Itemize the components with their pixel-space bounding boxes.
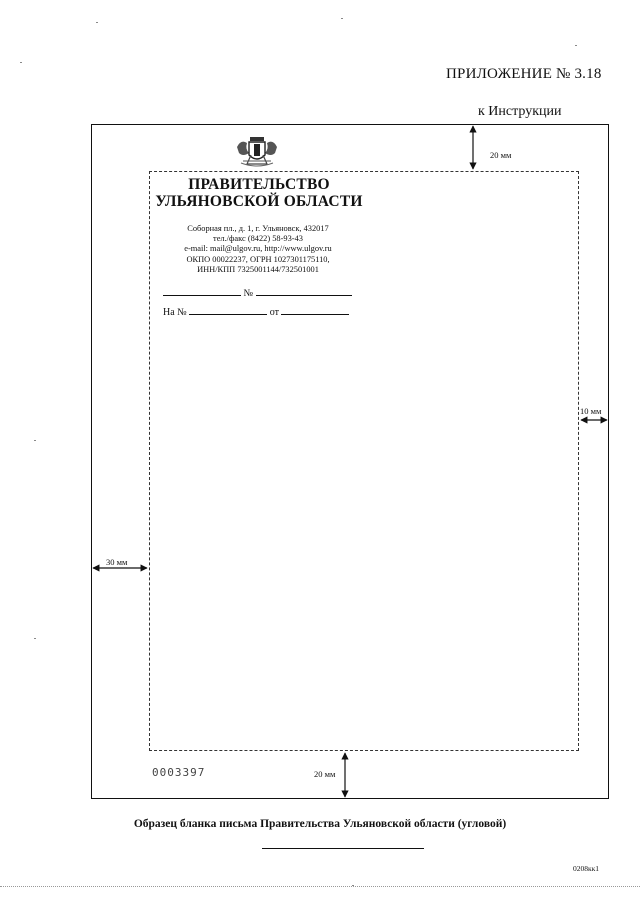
bottom-margin-label: 20 мм: [314, 769, 336, 779]
scan-speck: [96, 22, 98, 23]
left-margin-label: 30 мм: [106, 557, 128, 567]
inn-line: ИНН/КПП 7325001144/732501001: [197, 264, 319, 274]
figure-caption: Образец бланка письма Правительства Ульяновской области (угловой): [133, 818, 507, 830]
caption-underline: [262, 848, 424, 849]
reference-prefix: На №: [163, 307, 187, 318]
scan-speck: [20, 62, 22, 63]
web-line: e-mail: mail@ulgov.ru, http://www.ulgov.ru: [184, 244, 332, 254]
top-margin-label: 20 мм: [490, 150, 512, 160]
instruction-reference: к Инструкции: [478, 104, 562, 119]
scan-speck: [34, 638, 36, 639]
phone-line: тел./факс (8422) 58-93-43: [213, 234, 303, 244]
right-margin-label: 10 мм: [580, 406, 602, 416]
number-sign: №: [243, 288, 254, 299]
scan-speck: [352, 885, 354, 886]
reference-from: от: [269, 307, 279, 318]
scan-speck: [34, 440, 36, 441]
scan-speck: [575, 45, 577, 46]
document-code: 0208кк1: [573, 864, 600, 873]
bottom-edge-dots: [0, 886, 640, 887]
organization-name-line2: УЛЬЯНОВСКОЙ ОБЛАСТИ: [155, 193, 363, 210]
organization-name-line1: ПРАВИТЕЛЬСТВО: [188, 176, 330, 193]
okpo-line: ОКПО 00022237, ОГРН 1027301175110,: [186, 254, 330, 264]
appendix-title: ПРИЛОЖЕНИЕ № 3.18: [446, 66, 602, 82]
scan-speck: [341, 18, 343, 19]
serial-number: 0003397: [152, 766, 206, 779]
address-line: Соборная пл., д. 1, г. Ульяновск, 432017: [187, 224, 329, 233]
